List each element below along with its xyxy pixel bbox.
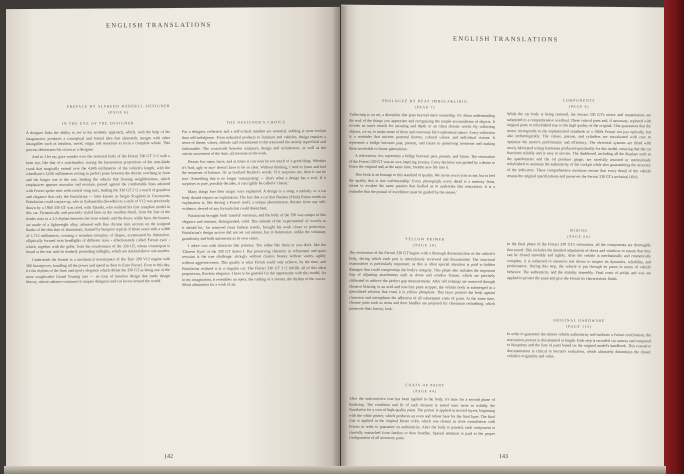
paragraph: A restoration, too, represents a bridge between past, present, and future. The restoration of the Ferrari 330 GT was an awe-inspiring journey. Every decision was guided by a desire to honor the original and, at the same time, breathe new life into it. [349,153,495,170]
book-gutter [332,6,348,470]
section-heading-components: COMPONENTS [562,98,596,103]
paragraph: And so I let my gaze wander over the sectional body of the Ferrari 330 GT 2+2 with a keen eye, like that of a watchmaker, tracing the harmonious proportions of the nine-blade crank that magically extend over the 4,845 millimetres of the vehicle's length, with the wheelbase's 2,650 millimetres resting in perfect poise between the shorter overhang in front and the longer one at the rear, lending the vehicle that floating weightlessness, which emphasizes appears muscular and resolute, poised against the comfortable lines adorned with Ferrari spoke rims with central wing nuts, lending the 330 GT 2+2 a touch of grandeur and elegance that only the Pininfarina — later known as Sergio Scaglietti in Carrozzeria Pininfarina could conjure up, who in Sydamerika (Sweden) as a style of V12 was previously drawn by a 1960 330 GT was cited, with Tjaarda, who realized his first complete model in this car. Dynamically and precisely styled lines in the smallest detail, from the line of the fender rests in a 2:3 rhythm between the front wheels and the doors, while here, the bonnet, are made of a lightweight alloy, adorned with fine chrome trim accents on the sculpted flanks of the thin skin of aluminium, framed by bumpers typical of those years with a width of 1,715 millimetres, creating a seamless interplay of shapes, accentuated by distinctive, elliptically formed twin headlights of different sizes - affectionately called 'Ferrari eyes' - which, together with the grille, form the countenance of the 330 GT, whose counterpart is found at the rear with its tenderly protruding taillights, which are stacked above one another. [26,154,170,255]
bookmark-ribbon [664,0,684,474]
section-page-original-hardware: (PAGE 110) [566,324,592,329]
paragraph: The restoration of the Ferrari 330 GT begins with a thorough deconstruction of the vehicle's body, during which each part is meticulously reviewed and documented. The structural examination is particularly important, as this is often special attention is paid to hidden damages that could compromise the body's integrity. This phase also includes the important step of adjusting attachments such as doors and window frames, which are precisely calibrated to achieve the perfect gap measurements. After old coatings are removed through abrasive blasting or an acid and rust-free paint stripper, the vehicle body is submerged in a specialized solution that coats it in yellow phosphate. This layer protects the body against corrosion and strengthens the adhesion of all subsequent coats of paint. At the same time, chrome parts such as trims and door handles are prepared for chromium refinishing, which preserves their factory look. [349,250,495,311]
paragraph: Beauty has many faces, and at times it can even be too much of a good thing. Whether it's 'bad, ugly or nice' doesn't have to be so clear. Without thinking, I tend to listen and feel the moments of balance. Or as Gerhard Richter's words: 'If it surprises me, then it can be true.' Something that is no longer 'unsurprising' — that's when a design has a soul. If it surprises to pure, possibly decades, it can rightly be called a 'classic.' [182,158,326,187]
paragraph: In the final phase of the Ferrari 330 GT's restoration, all the components are thoroughly fine-tuned. This includes the detailed adjustment of doors and windows to ensure that they can be closed smoothly and tightly. After the vehicle is mechanically and cosmetically complete, it is subjected to intensive test drives to inspect its dynamics, reliability, and performance. During this step, the vehicle is put through its paces in terms of vehicle behavior. The authenticity and the stability assembly. Final coats of polish and wax are applied to protect the paint and give the Ferrari its characteristic finish. [507,242,651,281]
paragraph: After the anticorrosive coat has been applied to the body, it's time for a second phase of finalising. The condition and fit of each element is tested once more to solidify the foundation for a coat of high-quality paint. The primer is applied in several layers, beginning with the white primer, which produces an even and robust base for the final layer. The final coat is applied in the original Rosso color, which was chosen in close consultation with Ferrari in order to guarantee its authenticity. After the body is painted, each component is carefully reattached from fenders to door handles. Special attention is paid to the proper configuration of all accessory parts. [349,396,495,441]
right-page [341,5,664,470]
paragraph: A designer links the ability to see to his aesthetic approach, which, with the help of his imagination, produces a conceptual and formal idea that ultimately merges with other intangibles such as intuition, mood, origin and emotions to form a complete whole. This process determines his vision as a designer. [26,130,170,152]
paragraph: 'Collecting is an art, a discipline that goes beyond mere ownership. It's about understanding the soul of the things you appreciate and recognizing the simple accumulation of objects. It reveals an inner search for meaning and depth or an often chaotic world. By collecting objects, we try to make sense of them and overcome life's ephemeral nature. Every collection is a reminder that mirrors personal history, cultural values, and individual visions. It represents a bridge between past, present, and future to preserving moments and making them accessible to future generations. [349,112,495,151]
paragraph: For a designer, reflection and a self-critical mindset are essential, nothing is more foolish than self-indulgence. From industrial products to furniture and vehicles, design requires a sense of theme, values, attitude and commitment to the transcend the merely superficial and fashionable. The crossroads between sculpture, design and architecture, as well as the artistic movement of the time, all resonate in the work. [182,128,326,157]
section-heading-original-hardware: ORIGINAL HARDWARE [552,318,606,323]
prologue-column [349,113,495,234]
section-heading-wiring: WIRING [569,228,589,233]
paragraph: Many things lose their magic once explained. A design is a song, a melody, or a car body should require no explanation. The fact that a car that Battista (Pinin) Farina needs no explanation is, like driving a Ferrari itself, a unique phenomenon, distinct from any self-evidence, devoid of any formula that could disenchant. [182,188,326,211]
section-heading-coats-of-paint: COATS OF PAINT [405,383,445,388]
running-head-left: ENGLISH TRANSLATIONS [106,21,212,30]
section-heading-eye: IN THE EYE OF THE DESIGNER [61,121,135,126]
paragraph: Pininfarina brought forth 'tasteful' emotions, and the body of the 330 was unique in this elegance and restraint, distinguished, solid. This attitude of the 'experimental' of 'exactly as it should be,' far removed from fashion trends, brought his work closer to perfection. Pininfarina's design arrives did not set out minute, but to harmonize, unlike the voluntary grandiosity and bold statements as its own virtue. [182,213,326,241]
preface-credit-page: (PAGE 6) [108,110,129,115]
original-hardware-column [507,332,651,383]
paragraph: Underneath the bonnet is a mechanical masterpiece of the Tipo 209 V12 engine with 300 horsepower, bundling all the power and speed so dear to Enzo Ferrari. Even to this day, it's the rhythm of the lines and sporty elegance which define the 330 GT as being one of the most sought-after Grand Touring cars — an icon of timeless design that made design history, whose radiance continues to inspire designers and car lovers around the world. [26,257,170,285]
paragraph: I adore cars with character that polarize. You either like them or you don't, like the 'Chinese Eyes' of the 330 GT Series I. But preserving character in refinement and quiet restraint is the true challenge: strongly without clamor, beauty without vanity, agility without aggressiveness. This quality is what Ferrari could only achieve, by the time, and Pininfarina realized it in a singular car. The Ferrari 330 GT 2+2 fulfills all of this ideal proportions, flawless elegance. I have to be grateful for the opportunity with this model, for in my imagination, it resembles an opera, the rushing of a stream, the rhythm of the waves. Silent admiration for a work of art. [182,243,326,288]
coats-of-paint-column [349,397,495,452]
section-page-wiring: (PAGE 66) [567,234,591,239]
section-page-coats-of-paint: (PAGE 44) [413,389,437,394]
left-page [6,7,340,469]
left-column-1 [26,130,170,451]
section-heading-yellow-primer: YELLOW PRIMER [405,237,445,242]
section-heading-prologue: PROLOGUE BY BEAT IMHOLZ&LIRIO [382,98,468,104]
components-column [507,112,651,225]
page-number-left: 142 [164,454,173,461]
preface-credit: PREFACE BY ALFREDO HÄBERLI, DESIGNER [66,104,171,109]
paragraph: While the car body is being restored, the Ferrari 330 GT's motor and transmission are submitted to a comprehensive overhaul. These critical parts and, if necessary, replaced with original parts or refurbished true to the high quality of the original. This guarantees that the motor corresponds to the sophisticated standards of a 1960s Ferrari not just optically, but also technologically. The valves, pistons, and cylinders are reevaluated with care to optimize the motor's performance and efficiency. The electrical systems are fitted with newly fabricated wiring harnesses produced specifically for this model, ensuring that the car functions reliably and is easy to service. The dashboard, including all the displays such as the speedometer and the oil pressure gauge, are carefully restored or meticulously refurbished to maintain the authenticity of the cockpit while also guaranteeing the accuracy of the indicators. These comprehensive measures ensure that every detail of the vehicle retains the original specifications and preserves the Ferrari 330 GT's technical DNA. [507,112,651,179]
paragraph: This book is an homage to this standard of quality. We invite you to join in me, but to feel the quality that is true craftsmanship. Every photograph, every detail is a memory from, meant to awaken the same passion that fuelled us to undertake this restoration. It is a reminder that the pursuit of excellence must be guided by the senses.' [349,172,495,195]
section-page-components: (PAGE 8) [568,104,590,109]
yellow-primer-column [349,251,495,380]
page-edges [4,466,666,474]
left-column-2 [182,129,326,450]
section-heading-choice: THE DESIGNER'S CHOICE [226,120,286,125]
paragraph: In order to guarantee the utmost vehicle authenticity and facilitate a Ferrari certification, the restoration process is documented at length. Each step is recorded via camera and compared to blueprints and the lists of parts based on the original model's handbook. This extensive documentation is critical to Ferrari's evaluation, which ultimately determines the classic vehicle's originality and value. [507,332,651,359]
wiring-column [507,242,651,313]
section-page-yellow-primer: (PAGE 28) [413,243,437,248]
page-number-right: 143 [499,453,508,461]
section-page-prologue: (PAGE 7) [414,105,436,110]
running-head-right: ENGLISH TRANSLATIONS [453,35,559,44]
